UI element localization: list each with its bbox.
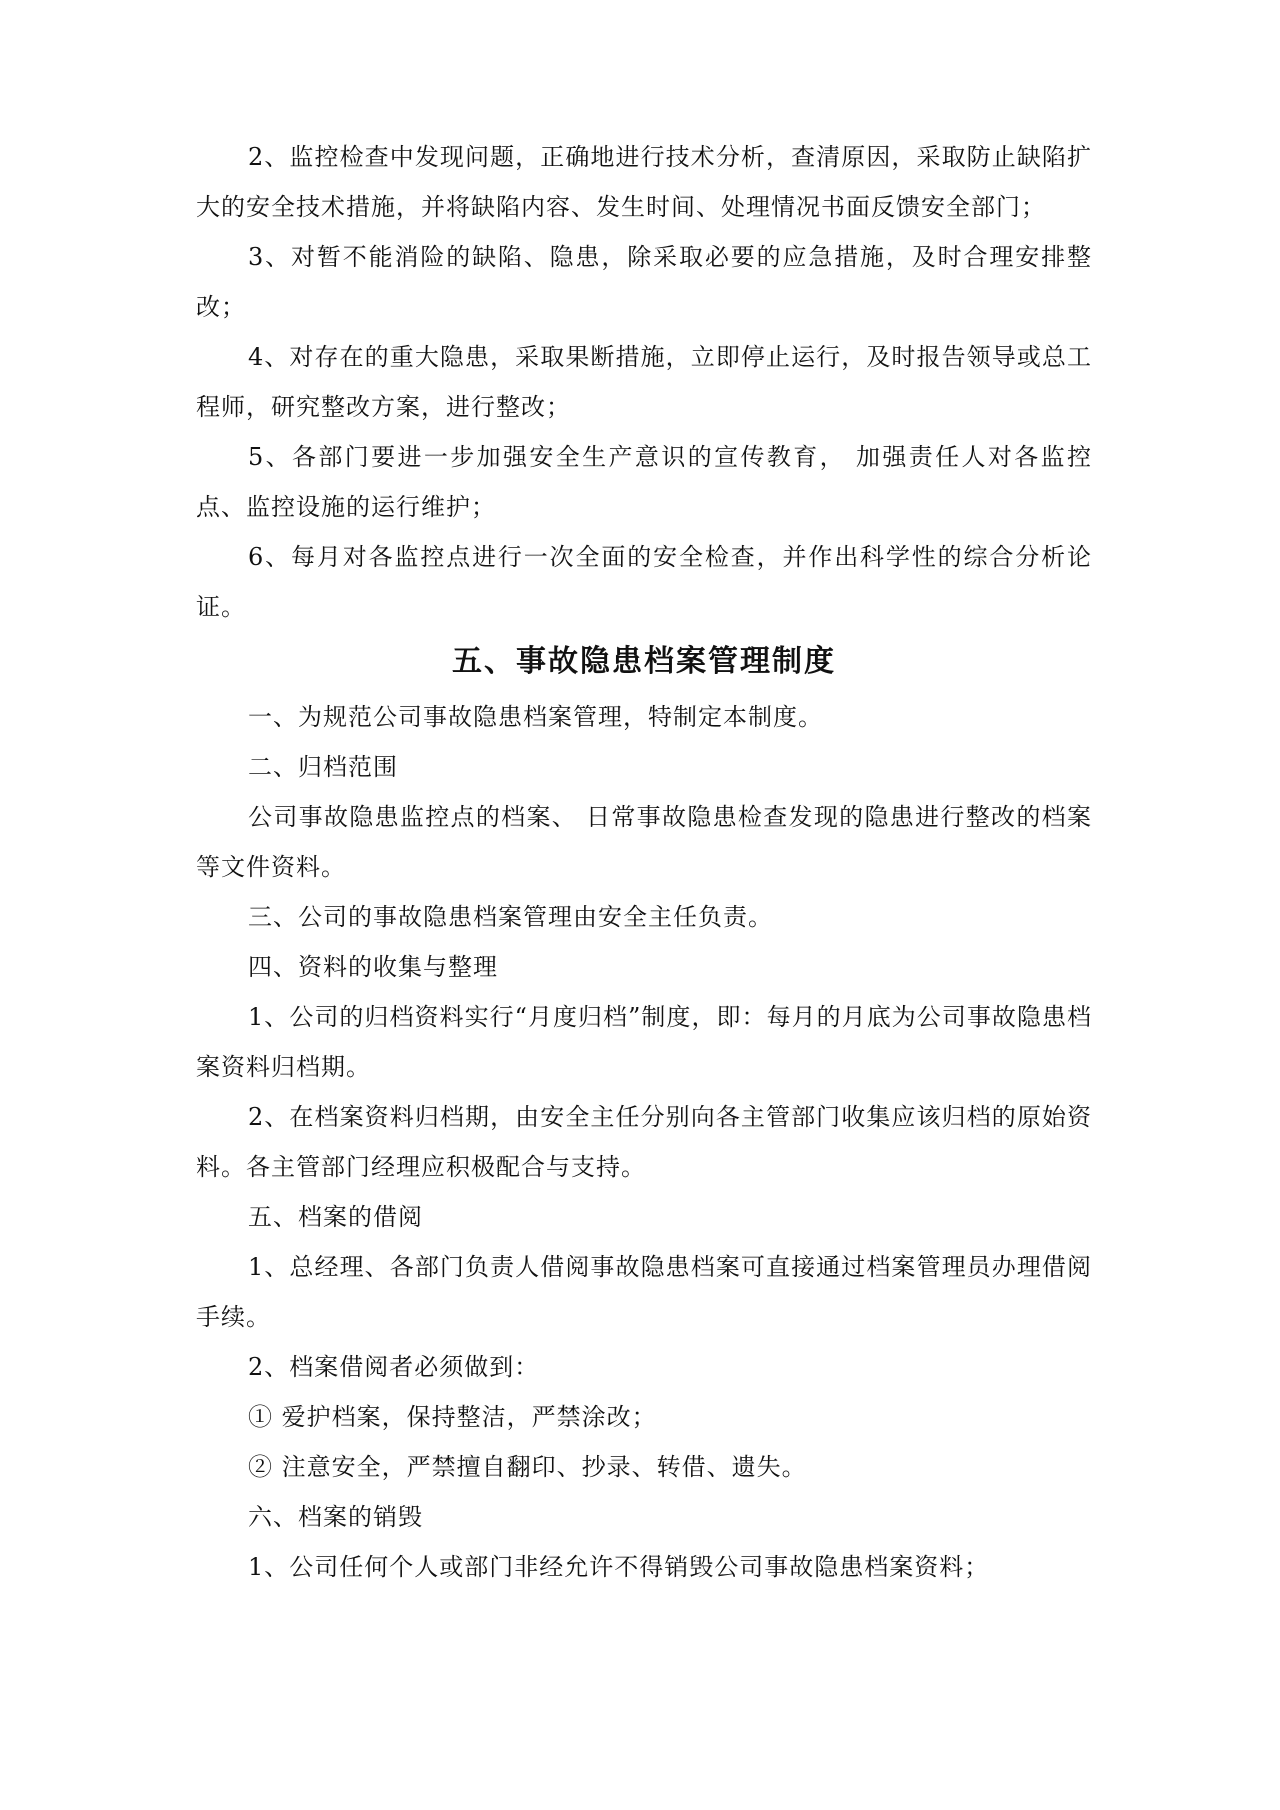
paragraph-monitoring-issues: 2、监控检查中发现问题，正确地进行技术分析，查清原因，采取防止缺陷扩大的安全技术措施，并将缺陷内容、发生时间、处理情况书面反馈安全部门； xyxy=(196,143,1092,221)
paragraph-purpose: 一、为规范公司事故隐患档案管理，特制定本制度。 xyxy=(248,703,823,731)
heading-archive-scope: 二、归档范围 xyxy=(248,753,398,781)
paragraph-safety-education: 5、各部门要进一步加强安全生产意识的宣传教育， 加强责任人对各监控点、监控设施的运行维护； xyxy=(196,443,1092,521)
document-body xyxy=(196,132,1092,1592)
heading-destruction: 六、档案的销毁 xyxy=(248,1503,423,1531)
paragraph-archive-scope: 公司事故隐患监控点的档案、 日常事故隐患检查发现的隐患进行整改的档案等文件资料。 xyxy=(196,803,1092,881)
heading-borrowing: 五、档案的借阅 xyxy=(248,1203,423,1231)
paragraph-major-hazards: 4、对存在的重大隐患，采取果断措施，立即停止运行，及时报告领导或总工程师，研究整改方案，进行整改； xyxy=(196,343,1092,421)
paragraph-destruction-rule: 1、公司任何个人或部门非经允许不得销毁公司事故隐患档案资料； xyxy=(248,1553,990,1581)
section-title: 五、事故隐患档案管理制度 xyxy=(452,644,836,679)
paragraph-responsibility: 三、公司的事故隐患档案管理由安全主任负责。 xyxy=(248,903,773,931)
paragraph-archive-collection: 2、在档案资料归档期，由安全主任分别向各主管部门收集应该归档的原始资料。各主管部门经理应积极配合与支持。 xyxy=(196,1103,1092,1181)
heading-collection: 四、资料的收集与整理 xyxy=(248,953,498,981)
paragraph-borrower-duties: 2、档案借阅者必须做到： xyxy=(248,1353,540,1381)
paragraph-monthly-archive: 1、公司的归档资料实行“月度归档”制度，即：每月的月底为公司事故隐患档案资料归档期。 xyxy=(196,1003,1092,1081)
paragraph-monthly-inspection: 6、每月对各监控点进行一次全面的安全检查，并作出科学性的综合分析论证。 xyxy=(196,543,1092,621)
list-item-security: ② 注意安全，严禁擅自翻印、抄录、转借、遗失。 xyxy=(248,1453,807,1481)
list-item-care: ① 爱护档案，保持整洁，严禁涂改； xyxy=(248,1403,657,1431)
paragraph-borrowing-procedure: 1、总经理、各部门负责人借阅事故隐患档案可直接通过档案管理员办理借阅手续。 xyxy=(196,1253,1092,1331)
paragraph-temporary-defects: 3、对暂不能消险的缺陷、隐患，除采取必要的应急措施，及时合理安排整改； xyxy=(196,243,1092,321)
